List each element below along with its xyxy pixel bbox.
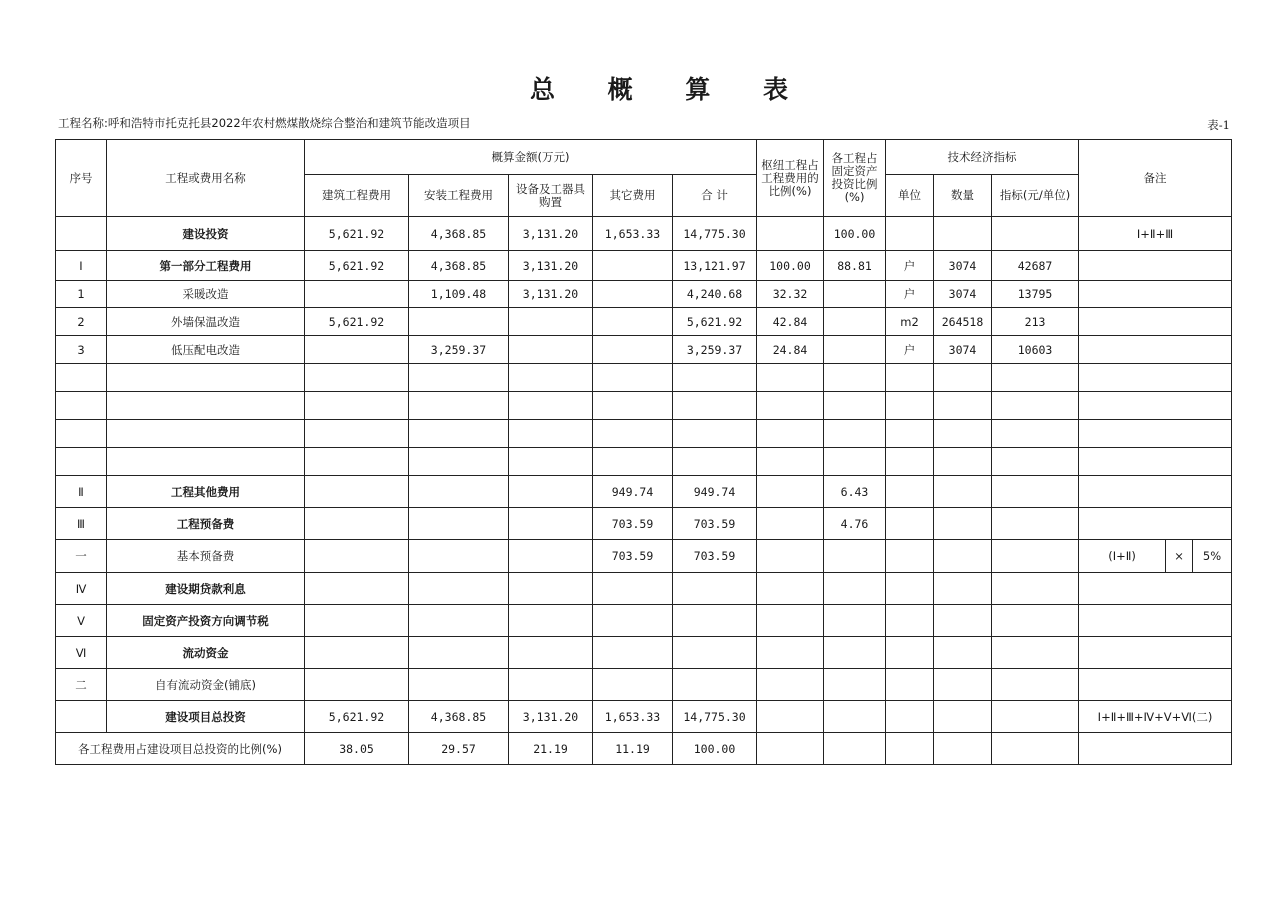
- ratio-empty-cell: [934, 733, 992, 765]
- row-unit: [886, 217, 934, 251]
- row-total: 703.59: [673, 508, 757, 540]
- table-row: [56, 448, 1232, 476]
- row-equipment: [509, 336, 593, 364]
- header-install: 安装工程费用: [409, 175, 509, 217]
- ratio-empty-cell: [886, 733, 934, 765]
- row-name: 采暖改造: [107, 281, 305, 308]
- row-equipment: [509, 605, 593, 637]
- remark-part: 5%: [1202, 549, 1222, 563]
- row-index: [992, 448, 1079, 476]
- row-remark: [1079, 508, 1232, 540]
- row-hub: [757, 701, 824, 733]
- row-other: 703.59: [593, 540, 673, 573]
- row-index: 10603: [992, 336, 1079, 364]
- row-name: 第一部分工程费用: [107, 251, 305, 281]
- row-index: [992, 540, 1079, 573]
- row-remark: [1079, 420, 1232, 448]
- row-unit: [886, 573, 934, 605]
- row-qty: 3074: [934, 251, 992, 281]
- row-equipment: 3,131.20: [509, 701, 593, 733]
- row-name: 建设项目总投资: [107, 701, 305, 733]
- row-index: [992, 573, 1079, 605]
- row-seq: [56, 701, 107, 733]
- row-name: 外墙保温改造: [107, 308, 305, 336]
- row-building: [305, 392, 409, 420]
- row-total: [673, 420, 757, 448]
- row-unit: 户: [886, 281, 934, 308]
- row-seq: 1: [56, 281, 107, 308]
- row-qty: [934, 573, 992, 605]
- row-fixed: [824, 308, 886, 336]
- table-row: [56, 637, 1232, 669]
- row-other: [593, 605, 673, 637]
- header-hub-ratio: 枢纽工程占工程费用的比例(%): [757, 140, 824, 217]
- row-install: [409, 308, 509, 336]
- row-name: [107, 448, 305, 476]
- row-hub: [757, 217, 824, 251]
- row-install: [409, 605, 509, 637]
- row-hub: 42.84: [757, 308, 824, 336]
- ratio-empty-cell: [757, 733, 824, 765]
- row-install: [409, 540, 509, 573]
- header-amount-group: 概算金额(万元): [305, 140, 757, 175]
- row-name: 工程其他费用: [107, 476, 305, 508]
- row-install: [409, 476, 509, 508]
- row-remark: Ⅰ+Ⅱ+Ⅲ+Ⅳ+Ⅴ+Ⅵ(二): [1079, 701, 1232, 733]
- row-remark: [1079, 540, 1232, 573]
- page-title: 总 概 算 表: [529, 75, 791, 104]
- row-building: [305, 669, 409, 701]
- remark-part: ×: [1166, 540, 1193, 572]
- row-fixed: 100.00: [824, 217, 886, 251]
- row-seq: Ⅱ: [56, 476, 107, 508]
- row-building: [305, 605, 409, 637]
- table-row: [56, 217, 1232, 251]
- row-index: [992, 508, 1079, 540]
- ratio-equipment: 21.19: [509, 733, 593, 765]
- row-building: [305, 637, 409, 669]
- row-install: [409, 364, 509, 392]
- row-install: [409, 420, 509, 448]
- row-hub: 100.00: [757, 251, 824, 281]
- ratio-building: 38.05: [305, 733, 409, 765]
- row-hub: [757, 448, 824, 476]
- table-row: [56, 701, 1232, 733]
- ratio-empty-cell: [992, 733, 1079, 765]
- row-qty: [934, 637, 992, 669]
- row-install: [409, 392, 509, 420]
- row-unit: [886, 669, 934, 701]
- row-total: [673, 392, 757, 420]
- row-unit: [886, 420, 934, 448]
- row-fixed: 6.43: [824, 476, 886, 508]
- row-other: [593, 281, 673, 308]
- row-qty: [934, 669, 992, 701]
- row-install: 4,368.85: [409, 251, 509, 281]
- row-install: [409, 573, 509, 605]
- row-qty: [934, 392, 992, 420]
- row-remark: [1079, 637, 1232, 669]
- row-qty: 3074: [934, 281, 992, 308]
- row-total: 949.74: [673, 476, 757, 508]
- header-total: 合 计: [673, 175, 757, 217]
- table-row: [56, 308, 1232, 336]
- row-seq: [56, 392, 107, 420]
- row-seq: Ⅳ: [56, 573, 107, 605]
- row-qty: [934, 508, 992, 540]
- row-index: 13795: [992, 281, 1079, 308]
- row-index: [992, 701, 1079, 733]
- ratio-empty-cell: [824, 733, 886, 765]
- table-row: [56, 476, 1232, 508]
- row-total: 3,259.37: [673, 336, 757, 364]
- row-fixed: [824, 540, 886, 573]
- row-index: [992, 669, 1079, 701]
- row-hub: [757, 420, 824, 448]
- remark-part: (Ⅰ+Ⅱ): [1079, 540, 1166, 572]
- row-other: [593, 637, 673, 669]
- row-remark: [1079, 392, 1232, 420]
- row-remark: [1079, 573, 1232, 605]
- row-equipment: [509, 476, 593, 508]
- row-equipment: 3,131.20: [509, 251, 593, 281]
- row-install: 4,368.85: [409, 217, 509, 251]
- row-total: [673, 637, 757, 669]
- ratio-total: 100.00: [673, 733, 757, 765]
- row-equipment: [509, 540, 593, 573]
- row-fixed: [824, 669, 886, 701]
- row-install: [409, 669, 509, 701]
- row-qty: [934, 540, 992, 573]
- row-building: [305, 281, 409, 308]
- row-name: [107, 420, 305, 448]
- ratio-row-label: 各工程费用占建设项目总投资的比例(%): [56, 733, 305, 765]
- ratio-other: 11.19: [593, 733, 673, 765]
- table-number: 表-1: [1207, 118, 1230, 132]
- row-other: [593, 364, 673, 392]
- row-qty: [934, 476, 992, 508]
- row-remark: [1079, 605, 1232, 637]
- row-other: [593, 392, 673, 420]
- row-other: 1,653.33: [593, 701, 673, 733]
- row-total: 4,240.68: [673, 281, 757, 308]
- header-name: 工程或费用名称: [107, 140, 305, 217]
- row-install: 3,259.37: [409, 336, 509, 364]
- row-remark: [1079, 476, 1232, 508]
- row-unit: 户: [886, 251, 934, 281]
- row-name: 建设期贷款利息: [107, 573, 305, 605]
- row-equipment: [509, 637, 593, 669]
- row-total: [673, 573, 757, 605]
- row-seq: 3: [56, 336, 107, 364]
- table-row: [56, 540, 1232, 573]
- row-unit: 户: [886, 336, 934, 364]
- row-unit: [886, 508, 934, 540]
- ratio-row: [56, 733, 1232, 765]
- row-qty: [934, 701, 992, 733]
- row-install: [409, 448, 509, 476]
- header-other: 其它费用: [593, 175, 673, 217]
- row-name: 基本预备费: [107, 540, 305, 573]
- row-unit: [886, 637, 934, 669]
- budget-table: [55, 139, 1232, 765]
- header-fixed-ratio: 各工程占固定资产投资比例(%): [824, 140, 886, 217]
- row-seq: Ⅰ: [56, 251, 107, 281]
- row-equipment: 3,131.20: [509, 217, 593, 251]
- row-fixed: 88.81: [824, 251, 886, 281]
- row-building: [305, 364, 409, 392]
- row-qty: 3074: [934, 336, 992, 364]
- row-total: 703.59: [673, 540, 757, 573]
- row-install: 1,109.48: [409, 281, 509, 308]
- row-unit: [886, 540, 934, 573]
- row-equipment: [509, 669, 593, 701]
- row-name: 自有流动资金(铺底): [107, 669, 305, 701]
- row-name: 建设投资: [107, 217, 305, 251]
- header-index: 指标(元/单位): [992, 175, 1079, 217]
- row-seq: [56, 217, 107, 251]
- row-other: [593, 669, 673, 701]
- row-qty: [934, 364, 992, 392]
- row-index: [992, 392, 1079, 420]
- row-building: [305, 448, 409, 476]
- table-row: [56, 281, 1232, 308]
- row-name: 固定资产投资方向调节税: [107, 605, 305, 637]
- row-index: [992, 637, 1079, 669]
- row-remark: [1079, 364, 1232, 392]
- row-building: [305, 573, 409, 605]
- row-building: [305, 540, 409, 573]
- row-fixed: [824, 573, 886, 605]
- row-fixed: [824, 281, 886, 308]
- row-other: [593, 308, 673, 336]
- row-unit: [886, 448, 934, 476]
- row-unit: [886, 605, 934, 637]
- row-remark: [1079, 336, 1232, 364]
- row-remark: [1079, 448, 1232, 476]
- row-fixed: [824, 364, 886, 392]
- row-building: 5,621.92: [305, 251, 409, 281]
- row-total: [673, 669, 757, 701]
- row-equipment: [509, 420, 593, 448]
- row-total: 14,775.30: [673, 217, 757, 251]
- header-qty: 数量: [934, 175, 992, 217]
- table-row: [56, 364, 1232, 392]
- row-seq: [56, 448, 107, 476]
- row-seq: 一: [56, 540, 107, 573]
- row-unit: [886, 392, 934, 420]
- table-row: [56, 251, 1232, 281]
- row-hub: [757, 392, 824, 420]
- row-equipment: 3,131.20: [509, 281, 593, 308]
- header-seq: 序号: [56, 140, 107, 217]
- row-other: [593, 336, 673, 364]
- row-remark: [1079, 251, 1232, 281]
- row-unit: [886, 364, 934, 392]
- row-index: 42687: [992, 251, 1079, 281]
- row-total: [673, 364, 757, 392]
- table-row: [56, 573, 1232, 605]
- header-equipment: 设备及工器具购置: [509, 175, 593, 217]
- row-name: 低压配电改造: [107, 336, 305, 364]
- row-fixed: [824, 701, 886, 733]
- row-building: [305, 336, 409, 364]
- row-hub: [757, 364, 824, 392]
- ratio-empty-cell: [1079, 733, 1232, 765]
- row-total: 14,775.30: [673, 701, 757, 733]
- row-fixed: 4.76: [824, 508, 886, 540]
- row-hub: 24.84: [757, 336, 824, 364]
- row-hub: [757, 605, 824, 637]
- header-building: 建筑工程费用: [305, 175, 409, 217]
- row-name: 流动资金: [107, 637, 305, 669]
- row-seq: [56, 364, 107, 392]
- row-fixed: [824, 605, 886, 637]
- row-other: 949.74: [593, 476, 673, 508]
- row-equipment: [509, 508, 593, 540]
- row-qty: [934, 217, 992, 251]
- row-index: 213: [992, 308, 1079, 336]
- row-building: 5,621.92: [305, 308, 409, 336]
- row-equipment: [509, 308, 593, 336]
- row-unit: [886, 701, 934, 733]
- row-remark: Ⅰ+Ⅱ+Ⅲ: [1079, 217, 1232, 251]
- project-name: 工程名称:呼和浩特市托克托县2022年农村燃煤散烧综合整治和建筑节能改造项目: [58, 116, 471, 130]
- row-equipment: [509, 573, 593, 605]
- row-qty: 264518: [934, 308, 992, 336]
- row-name: [107, 392, 305, 420]
- row-name: 工程预备费: [107, 508, 305, 540]
- row-install: 4,368.85: [409, 701, 509, 733]
- table-row: [56, 669, 1232, 701]
- row-fixed: [824, 420, 886, 448]
- row-fixed: [824, 336, 886, 364]
- row-other: 1,653.33: [593, 217, 673, 251]
- row-seq: Ⅴ: [56, 605, 107, 637]
- row-hub: [757, 508, 824, 540]
- row-equipment: [509, 392, 593, 420]
- table-row: [56, 420, 1232, 448]
- row-seq: 2: [56, 308, 107, 336]
- row-install: [409, 508, 509, 540]
- row-seq: [56, 420, 107, 448]
- row-building: 5,621.92: [305, 217, 409, 251]
- row-index: [992, 476, 1079, 508]
- row-remark: [1079, 281, 1232, 308]
- row-other: [593, 448, 673, 476]
- row-seq: Ⅲ: [56, 508, 107, 540]
- row-building: [305, 476, 409, 508]
- row-name: [107, 364, 305, 392]
- row-fixed: [824, 448, 886, 476]
- row-hub: [757, 669, 824, 701]
- header-tech-group: 技术经济指标: [886, 140, 1079, 175]
- table-row: [56, 605, 1232, 637]
- row-total: 13,121.97: [673, 251, 757, 281]
- table-row: [56, 392, 1232, 420]
- row-unit: m2: [886, 308, 934, 336]
- row-index: [992, 420, 1079, 448]
- row-total: 5,621.92: [673, 308, 757, 336]
- row-other: [593, 420, 673, 448]
- row-qty: [934, 420, 992, 448]
- row-fixed: [824, 637, 886, 669]
- row-total: [673, 448, 757, 476]
- row-hub: [757, 573, 824, 605]
- row-qty: [934, 605, 992, 637]
- row-index: [992, 217, 1079, 251]
- row-hub: [757, 476, 824, 508]
- row-index: [992, 605, 1079, 637]
- row-hub: 32.32: [757, 281, 824, 308]
- row-total: [673, 605, 757, 637]
- row-index: [992, 364, 1079, 392]
- row-equipment: [509, 364, 593, 392]
- row-seq: 二: [56, 669, 107, 701]
- row-install: [409, 637, 509, 669]
- row-equipment: [509, 448, 593, 476]
- row-remark: [1079, 669, 1232, 701]
- row-unit: [886, 476, 934, 508]
- row-qty: [934, 448, 992, 476]
- row-hub: [757, 540, 824, 573]
- row-other: [593, 251, 673, 281]
- row-other: [593, 573, 673, 605]
- table-row: [56, 336, 1232, 364]
- row-building: 5,621.92: [305, 701, 409, 733]
- row-seq: Ⅵ: [56, 637, 107, 669]
- row-fixed: [824, 392, 886, 420]
- row-other: 703.59: [593, 508, 673, 540]
- table-row: [56, 508, 1232, 540]
- row-hub: [757, 637, 824, 669]
- header-unit: 单位: [886, 175, 934, 217]
- row-building: [305, 420, 409, 448]
- row-remark: [1079, 308, 1232, 336]
- header-remark: 备注: [1079, 140, 1232, 217]
- ratio-install: 29.57: [409, 733, 509, 765]
- row-building: [305, 508, 409, 540]
